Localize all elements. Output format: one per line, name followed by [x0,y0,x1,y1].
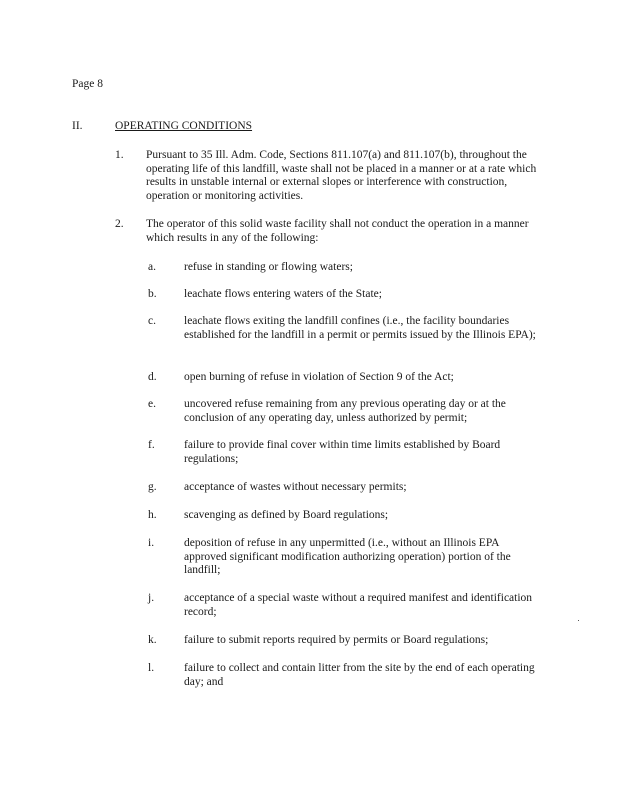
list-item-letter: d. [148,371,157,383]
list-item-letter: e. [148,398,156,410]
page-number-header: Page 8 [72,78,103,90]
list-item-text: deposition of refuse in any unpermitted (i.e., without an Illinois EPA approved significant modification authorizing operation) portion of the landfill; [184,537,511,576]
list-item-letter: b. [148,288,157,300]
list-item-text: failure to submit reports required by permits or Board regulations; [184,634,489,646]
list-item-letter: f. [148,439,155,451]
list-item-text: open burning of refuse in violation of Section 9 of the Act; [184,371,454,383]
section-number: II. [72,120,83,132]
scan-speck [578,620,579,621]
list-item-letter: k. [148,634,157,646]
list-item-text: leachate flows exiting the landfill confines (i.e., the facility boundaries established for the landfill in a permit or permits issued by the Illinois EPA); [184,315,536,341]
list-item-letter: h. [148,509,157,521]
list-item-text: acceptance of wastes without necessary permits; [184,481,407,493]
list-item-text: failure to provide final cover within time limits established by Board regulations; [184,439,501,465]
list-item-text: acceptance of a special waste without a required manifest and identification record; [184,592,533,618]
list-item-letter: g. [148,481,157,493]
paragraph-text: Pursuant to 35 Ill. Adm. Code, Sections 811.107(a) and 811.107(b), throughout the operating life of this landfill, waste shall not be placed in a manner or at a rate which results in unstable internal or external slopes or interference with construction, operation or monitoring activities. [146,149,537,202]
list-item-text: failure to collect and contain litter from the site by the end of each operating day; and [184,662,535,688]
paragraph-text: The operator of this solid waste facility shall not conduct the operation in a manner which results in any of the following: [146,218,529,244]
list-item-text: uncovered refuse remaining from any previous operating day or at the conclusion of any operating day, unless authorized by permit; [184,398,506,424]
paragraph-number: 1. [115,149,124,161]
list-item-letter: a. [148,261,156,273]
list-item-text: refuse in standing or flowing waters; [184,261,353,273]
section-title-text: OPERATING CONDITIONS [115,120,253,132]
list-item-text: scavenging as defined by Board regulations; [184,509,389,521]
paragraph-number: 2. [115,218,124,230]
list-item-text: leachate flows entering waters of the State; [184,288,382,300]
list-item-letter: j. [148,592,155,604]
list-item-letter: l. [148,662,155,674]
list-item-letter: i. [148,537,155,549]
section-title [115,120,252,132]
list-item-letter: c. [148,315,156,327]
